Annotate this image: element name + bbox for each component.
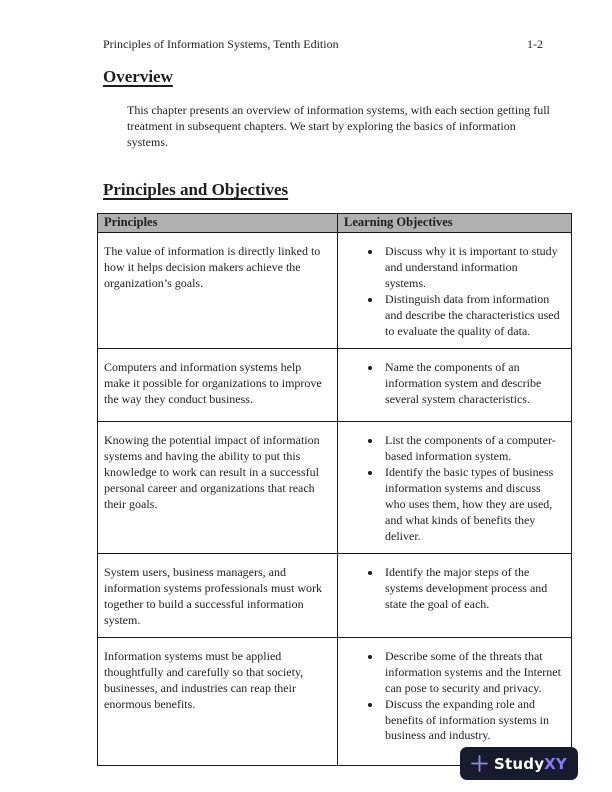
overview-heading: Overview bbox=[103, 67, 173, 86]
table-row bbox=[98, 233, 572, 349]
objective-item: • List the components of a computer-based information system. bbox=[382, 433, 561, 465]
principle-text: System users, business managers, and information systems professionals must work together to build a successful information system. bbox=[104, 564, 322, 627]
principles-objectives-table bbox=[97, 213, 572, 765]
principle-cell bbox=[98, 422, 338, 554]
objectives-cell bbox=[338, 422, 572, 554]
principle-text: Information systems must be applied thoughtfully and carefully so that society, businesses, and industries can reap their enormous benefits. bbox=[104, 648, 304, 711]
principle-text: The value of information is directly linked to how it helps decision makers achieve the organization’s goals. bbox=[104, 244, 321, 291]
principle-text: Knowing the potential impact of information systems and having the ability to put this knowledge to work can result in a successful personal career and organizations that reach their goals. bbox=[104, 433, 320, 512]
principle-cell bbox=[98, 637, 338, 765]
principle-text: Computers and information systems help make it possible for organizations to improve the way they conduct business. bbox=[104, 360, 322, 407]
table-row bbox=[98, 422, 572, 554]
logo-wordmark bbox=[494, 755, 567, 773]
objective-item: • Discuss the expanding role and benefits of information systems in business and industry. bbox=[382, 697, 561, 745]
column-header-principles: Principles bbox=[98, 214, 338, 233]
objective-item: • Distinguish data from information and describe the characteristics used to evaluate the quality of data. bbox=[382, 292, 561, 340]
overview-paragraph: This chapter presents an overview of information systems, with each section getting full treatment in subsequent chapters. We start by exploring the basics of information systems. bbox=[127, 103, 550, 149]
principles-objectives-heading: Principles and Objectives bbox=[103, 180, 289, 200]
column-header-learning-objectives: Learning Objectives bbox=[338, 214, 572, 233]
objectives-list bbox=[344, 433, 561, 545]
objectives-cell bbox=[338, 233, 572, 349]
objective-item: • Identify the major steps of the systems development process and state the goal of each. bbox=[382, 565, 561, 613]
objectives-list bbox=[344, 649, 561, 745]
page-number: 1-2 bbox=[527, 37, 543, 51]
logo-accent-text: XY bbox=[544, 754, 567, 773]
objectives-cell bbox=[338, 553, 572, 637]
plus-icon bbox=[471, 755, 488, 772]
objectives-list bbox=[344, 565, 561, 613]
table-header-row bbox=[98, 214, 572, 233]
objectives-list bbox=[344, 360, 561, 408]
table-row bbox=[98, 637, 572, 765]
studyxy-logo-badge[interactable] bbox=[460, 747, 578, 780]
principle-cell bbox=[98, 349, 338, 422]
objective-item: • Describe some of the threats that information systems and the Internet can pose to security and privacy. bbox=[382, 649, 561, 697]
objective-item: • Identify the basic types of business information systems and discuss who uses them, how they are used, and what kinds of benefits they deliver. bbox=[382, 465, 561, 545]
objectives-cell bbox=[338, 349, 572, 422]
principle-cell bbox=[98, 233, 338, 349]
running-header bbox=[97, 37, 571, 52]
objectives-list bbox=[344, 244, 561, 340]
table-row bbox=[98, 553, 572, 637]
principles-table-body bbox=[98, 233, 572, 765]
logo-text: Study bbox=[494, 754, 545, 773]
table-row bbox=[98, 349, 572, 422]
objective-item: • Discuss why it is important to study and understand information systems. bbox=[382, 244, 561, 292]
running-header-title: Principles of Information Systems, Tenth Edition bbox=[103, 37, 339, 51]
principle-cell bbox=[98, 553, 338, 637]
objective-item: • Name the components of an information system and describe several system characteristics. bbox=[382, 360, 561, 408]
objectives-cell bbox=[338, 637, 572, 765]
